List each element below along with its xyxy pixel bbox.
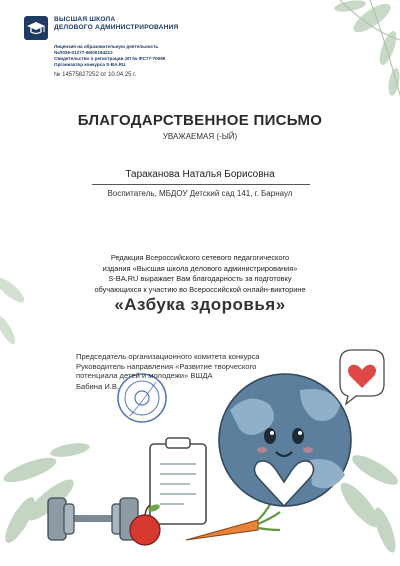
registration-line: Свидетельство о регистрации ЭЛ № ФС77-70095 (54, 56, 166, 61)
contest-name: «Азбука здоровья» (114, 295, 286, 314)
recipient-name: Тараканова Наталья Борисовна (125, 169, 275, 180)
graduation-cap-logo-icon (24, 16, 48, 40)
organization-header (24, 16, 324, 78)
signatory-title-line: Председатель организационного комитета конкурса (76, 352, 260, 361)
registration-line: Организатор конкурса S-BA.RU (54, 62, 126, 67)
registration-line: Лицензия на образовательную деятельность (54, 44, 159, 49)
signatory-title-line: Руководитель направления «Развитие творческого (76, 361, 257, 371)
top-right-leaves-decoration (333, 0, 400, 97)
recipient-underline (92, 184, 310, 185)
certificate-title: БЛАГОДАРСТВЕННОЕ ПИСЬМО (77, 112, 323, 129)
signatory-name: Бабина И.В. (76, 381, 120, 391)
org-name-line: ДЕЛОВОГО АДМИНИСТРИРОВАНИЯ (54, 24, 179, 31)
signatory-title-line: потенциала детей и молодежи» ВШДА (76, 371, 213, 381)
organization-name (54, 16, 178, 32)
registration-line: №Л035-01277-66/00194212 (54, 50, 113, 55)
document-number: № 14575827252 от 10.04.25 г. (54, 72, 137, 78)
bottom-left-leaves-decoration (0, 441, 91, 547)
heart-speech-bubble-icon (340, 350, 384, 404)
org-name-line: ВЫСШАЯ ШКОЛА (54, 16, 116, 23)
earth-globe-icon (219, 374, 351, 506)
recipient-role: Воспитатель, МБДОУ Детский сад 141, г. Барнаул (107, 189, 293, 198)
gratitude-line: обучающихся к участию во Всероссийской онлайн-викторине (94, 284, 306, 294)
dumbbell-icon (48, 498, 138, 540)
signature-block (76, 352, 296, 391)
registration-info (54, 44, 324, 68)
gratitude-line: S-BA.RU выражает Вам благодарность за подготовку (108, 274, 292, 283)
gratitude-line: Редакция Всероссийского сетевого педагогического (110, 253, 290, 262)
gratitude-text (68, 253, 332, 295)
salutation: УВАЖАЕМАЯ (-ЫЙ) (162, 132, 238, 141)
gratitude-line: издания «Высшая школа делового администрирования» (102, 263, 298, 273)
clipboard-icon (150, 438, 206, 524)
